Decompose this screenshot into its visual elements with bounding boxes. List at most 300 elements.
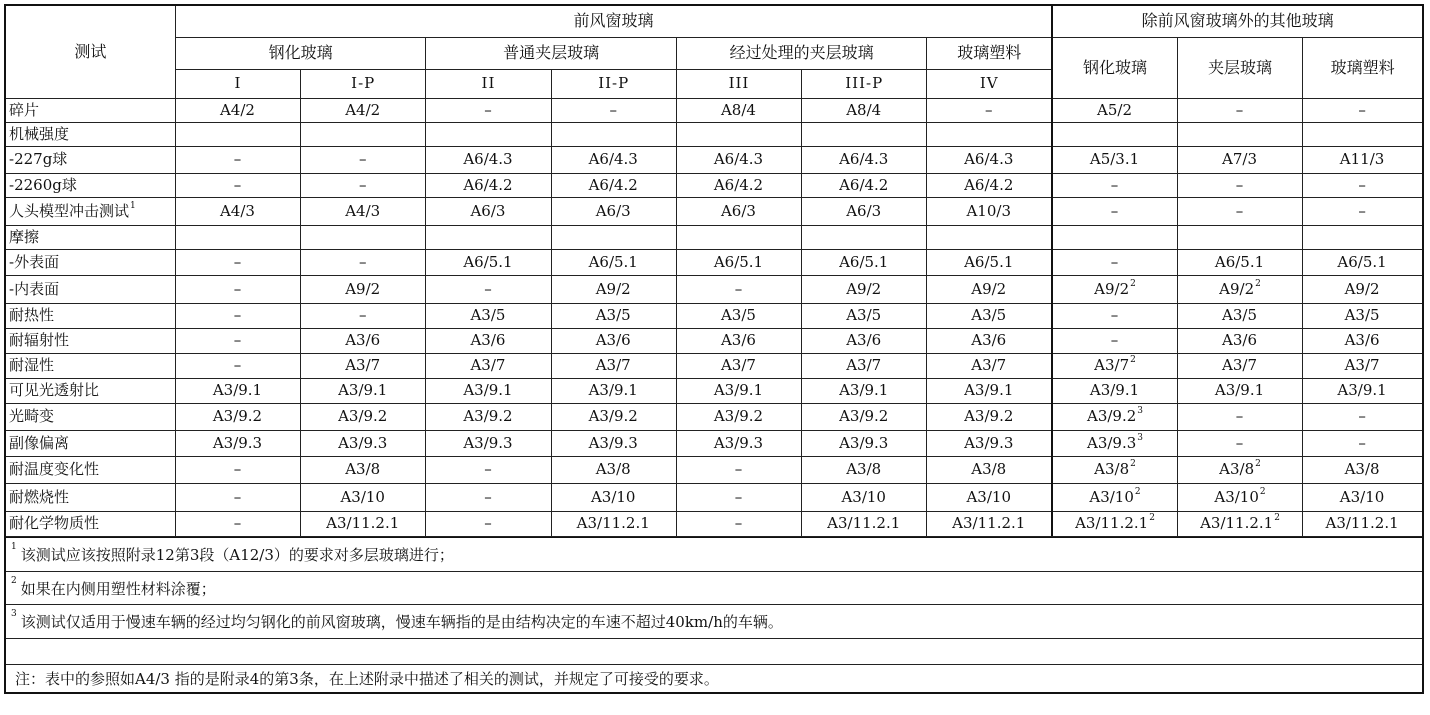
cell-value: A6/4.3	[463, 150, 513, 168]
cell-value: –	[1358, 201, 1366, 220]
table-cell	[301, 275, 426, 303]
table-cell	[175, 146, 300, 173]
table-row	[5, 225, 1423, 249]
cell-value: A3/9.1	[1214, 381, 1265, 399]
cell-value: –	[233, 150, 242, 168]
table-cell	[175, 98, 300, 122]
table-cell	[1177, 456, 1302, 483]
cell-value: –	[1235, 100, 1244, 119]
table-cell	[676, 353, 801, 378]
footnote-marker: 2	[1130, 459, 1136, 469]
cell-value: –	[1358, 100, 1366, 119]
cell-value: –	[1110, 252, 1119, 271]
cell-value: –	[1358, 175, 1366, 194]
table-cell	[1052, 173, 1177, 197]
table-cell	[1052, 225, 1177, 249]
table-cell	[676, 403, 801, 430]
cell-value: A3/10	[1214, 487, 1259, 506]
row-label	[5, 430, 175, 456]
cell-value: A3/7	[720, 356, 756, 374]
cell-value: –	[233, 306, 242, 324]
cell-value: A3/9.2	[338, 407, 388, 425]
cell-value: –	[233, 331, 242, 349]
table-cell	[802, 328, 927, 353]
table-row	[5, 378, 1423, 403]
row-label	[5, 275, 175, 303]
cell-value: A6/5.1	[1337, 252, 1387, 271]
type-header-other-toughened: 钢化玻璃	[1052, 37, 1177, 98]
row-label-text: 人头模型冲击测试	[9, 201, 130, 220]
cell-value: A6/5.1	[588, 252, 638, 271]
cell-value: A3/10	[966, 487, 1011, 506]
cell-value: A3/5	[595, 306, 631, 324]
cell-value: A3/9.3	[588, 433, 638, 452]
table-cell	[927, 249, 1052, 275]
table-cell	[1177, 353, 1302, 378]
table-cell	[175, 403, 300, 430]
cell-value: A6/4.2	[588, 175, 638, 194]
cell-value: A3/6	[846, 331, 882, 349]
cell-value: A3/9.3	[713, 433, 764, 452]
cell-value: A3/7	[1344, 356, 1380, 374]
cell-value: A5/2	[1097, 100, 1132, 119]
footnote-marker: 2	[11, 575, 17, 586]
table-cell	[551, 146, 676, 173]
table-cell	[676, 122, 801, 146]
table-cell	[1303, 122, 1423, 146]
cell-value: A3/8	[971, 460, 1007, 478]
row-label	[5, 403, 175, 430]
cell-value: A3/7	[595, 356, 631, 374]
table-cell	[551, 378, 676, 403]
group-header-other: 除前风窗玻璃外的其他玻璃	[1052, 5, 1423, 37]
row-label-text: 可见光透射比	[9, 381, 100, 399]
cell-value: –	[484, 279, 492, 298]
type-header-toughened: 钢化玻璃	[175, 37, 426, 69]
table-cell	[1177, 146, 1302, 173]
class-header: IV	[927, 69, 1052, 98]
cell-value: A3/9.3	[338, 433, 388, 452]
table-cell	[551, 456, 676, 483]
table-cell	[1303, 275, 1423, 303]
table-cell	[927, 225, 1052, 249]
row-label	[5, 249, 175, 275]
cell-value: A3/11.2.1	[1075, 514, 1149, 533]
cell-value: A3/5	[1222, 306, 1257, 324]
cell-value: A6/4.2	[463, 175, 513, 194]
table-cell	[1177, 98, 1302, 122]
cell-value: –	[1235, 175, 1244, 194]
cell-value: A9/2	[971, 279, 1007, 298]
row-label	[5, 122, 175, 146]
table-cell	[1177, 122, 1302, 146]
cell-value: A8/4	[720, 100, 756, 119]
class-header: III	[676, 69, 801, 98]
table-cell	[1052, 483, 1177, 511]
row-label-text: 耐湿性	[9, 356, 55, 374]
table-cell	[175, 249, 300, 275]
test-column-header: 测试	[5, 5, 175, 98]
cell-value: –	[609, 100, 617, 119]
cell-value: A4/2	[345, 100, 381, 119]
cell-value: A3/6	[345, 331, 381, 349]
cell-value: A4/2	[219, 100, 255, 119]
table-cell	[1303, 378, 1423, 403]
cell-value: –	[233, 175, 242, 194]
table-cell	[301, 430, 426, 456]
cell-value: –	[484, 487, 492, 506]
row-label-text: 摩擦	[9, 227, 40, 246]
document	[4, 4, 1424, 694]
cell-value: A3/11.2.1	[952, 514, 1026, 533]
cell-value: A3/9.2	[463, 407, 513, 425]
cell-value: A3/11.2.1	[1325, 514, 1399, 533]
table-cell	[175, 328, 300, 353]
table-cell	[802, 378, 927, 403]
row-label-text: 碎片	[9, 100, 40, 119]
table-cell	[802, 456, 927, 483]
cell-value: A3/11.2.1	[1200, 514, 1274, 533]
cell-value: A3/7	[1094, 356, 1130, 374]
cell-value: A3/9.1	[338, 381, 388, 399]
table-cell	[676, 225, 801, 249]
table-cell	[426, 456, 551, 483]
table-row	[5, 303, 1423, 328]
row-label-text: 耐温度变化性	[9, 460, 100, 478]
footnote-marker: 3	[1137, 406, 1144, 416]
table-row	[5, 511, 1423, 537]
table-cell	[927, 98, 1052, 122]
table-cell	[676, 98, 801, 122]
table-cell	[1177, 275, 1302, 303]
type-header-glass-plastic: 玻璃塑料	[927, 37, 1052, 69]
cell-value: A6/4.3	[588, 150, 638, 168]
footnote-marker: 2	[1274, 513, 1280, 524]
table-cell	[301, 483, 426, 511]
cell-value: A3/10	[1089, 487, 1134, 506]
table-row	[5, 249, 1423, 275]
cell-value: A5/3.1	[1089, 150, 1140, 168]
table-cell	[1303, 430, 1423, 456]
cell-value: –	[984, 100, 993, 119]
table-cell	[802, 403, 927, 430]
table-cell	[1303, 225, 1423, 249]
row-label-text: -227g球	[9, 150, 68, 168]
row-label-text: -2260g球	[9, 175, 77, 194]
table-cell	[551, 483, 676, 511]
cell-value: A3/9.1	[588, 381, 638, 399]
cell-value: –	[734, 487, 743, 506]
table-cell	[426, 275, 551, 303]
row-label	[5, 378, 175, 403]
table-cell	[301, 328, 426, 353]
cell-value: –	[233, 252, 242, 271]
table-row	[5, 328, 1423, 353]
type-header-other-glass-plastic: 玻璃塑料	[1303, 37, 1423, 98]
table-cell	[175, 275, 300, 303]
cell-value: A3/8	[1094, 460, 1130, 478]
table-cell	[551, 122, 676, 146]
cell-value: A3/7	[470, 356, 506, 374]
footnote-marker: 1	[11, 541, 17, 552]
cell-value: A9/2	[846, 279, 882, 298]
table-cell	[551, 197, 676, 225]
cell-value: A6/5.1	[463, 252, 513, 271]
cell-value: A3/6	[1344, 331, 1380, 349]
cell-value: A3/8	[595, 460, 631, 478]
table-cell	[676, 430, 801, 456]
cell-value: –	[1235, 433, 1244, 452]
cell-value: A3/9.1	[463, 381, 513, 399]
table-cell	[175, 430, 300, 456]
header-row-groups	[5, 5, 1423, 37]
table-cell	[927, 328, 1052, 353]
table-body	[5, 98, 1423, 537]
table-cell	[676, 197, 801, 225]
table-cell	[927, 303, 1052, 328]
table-cell	[676, 303, 801, 328]
row-label	[5, 197, 175, 225]
cell-value: A10/3	[966, 201, 1011, 220]
table-cell	[301, 98, 426, 122]
cell-value: –	[1235, 407, 1244, 425]
table-cell	[551, 275, 676, 303]
table-cell	[802, 249, 927, 275]
table-cell	[175, 353, 300, 378]
table-cell	[1052, 146, 1177, 173]
table-cell	[1303, 456, 1423, 483]
footnote-marker: 2	[1130, 278, 1136, 289]
table-row	[5, 430, 1423, 456]
table-cell	[426, 403, 551, 430]
footnote-marker: 1	[130, 200, 136, 211]
cell-value: –	[1110, 175, 1119, 194]
cell-value: A3/11.2.1	[827, 514, 901, 533]
table-row	[5, 403, 1423, 430]
table-cell	[551, 403, 676, 430]
table-cell	[426, 122, 551, 146]
footnote-marker: 3	[11, 609, 17, 619]
cell-value: A3/5	[720, 306, 756, 324]
table-cell	[426, 378, 551, 403]
table-cell	[1052, 511, 1177, 537]
cell-value: A3/9.3	[212, 433, 263, 452]
table-cell	[301, 146, 426, 173]
table-row	[5, 122, 1423, 146]
cell-value: A3/7	[846, 356, 882, 374]
cell-value: A6/5.1	[713, 252, 764, 271]
table-cell	[301, 249, 426, 275]
cell-value: –	[484, 514, 492, 533]
type-header-laminated: 普通夹层玻璃	[426, 37, 677, 69]
table-cell	[1303, 353, 1423, 378]
cell-value: A6/3	[720, 201, 756, 220]
note-body: 该测试仅适用于慢速车辆的经过均匀钢化的前风窗玻璃，慢速车辆指的是由结构决定的车速不超过40km/h的车辆。	[20, 613, 783, 631]
cell-value: –	[233, 356, 242, 374]
cell-value: A3/9.3	[839, 433, 889, 452]
row-label	[5, 511, 175, 537]
table-cell	[927, 378, 1052, 403]
table-cell	[551, 430, 676, 456]
cell-value: A3/8	[1344, 460, 1380, 478]
table-cell	[551, 98, 676, 122]
table-cell	[802, 353, 927, 378]
table-row	[5, 98, 1423, 122]
table-cell	[1052, 197, 1177, 225]
cell-value: A8/4	[846, 100, 882, 119]
cell-value: A4/3	[345, 201, 381, 220]
table-cell	[1303, 146, 1423, 173]
cell-value: A3/9.3	[463, 433, 513, 452]
table-row	[5, 146, 1423, 173]
cell-value: A6/4.3	[964, 150, 1014, 168]
note-row	[5, 572, 1423, 605]
table-cell	[301, 122, 426, 146]
table-cell	[1052, 98, 1177, 122]
table-cell	[927, 430, 1052, 456]
table-cell	[802, 98, 927, 122]
table-cell	[426, 483, 551, 511]
class-header: I-P	[301, 69, 426, 98]
cell-value: A3/7	[971, 356, 1007, 374]
table-cell	[1303, 98, 1423, 122]
table-cell	[1177, 173, 1302, 197]
cell-value: –	[1110, 331, 1119, 349]
note-text	[5, 537, 1423, 572]
cell-value: –	[233, 514, 242, 533]
cell-value: A9/2	[595, 279, 631, 298]
cell-value: A6/3	[846, 201, 882, 220]
type-header-other-laminated: 夹层玻璃	[1177, 37, 1302, 98]
table-cell	[676, 249, 801, 275]
table-cell	[426, 511, 551, 537]
cell-value: –	[734, 279, 743, 298]
table-cell	[301, 303, 426, 328]
table-cell	[927, 483, 1052, 511]
table-cell	[927, 511, 1052, 537]
row-label	[5, 225, 175, 249]
row-label-text: -外表面	[9, 252, 60, 271]
row-label-text: 耐化学物质性	[9, 514, 100, 533]
cell-value: A3/8	[846, 460, 882, 478]
table-cell	[301, 456, 426, 483]
table-cell	[551, 328, 676, 353]
table-cell	[676, 146, 801, 173]
cell-value: A3/6	[1222, 331, 1257, 349]
footnote-marker: 2	[1149, 513, 1155, 524]
cell-value: –	[1358, 433, 1366, 452]
cell-value: A3/6	[470, 331, 506, 349]
table-cell	[1177, 303, 1302, 328]
cell-value: –	[233, 279, 242, 298]
table-cell	[175, 511, 300, 537]
table-cell	[1052, 275, 1177, 303]
table-cell	[1052, 378, 1177, 403]
row-label-text: 耐辐射性	[9, 331, 70, 349]
cell-value: A3/9.2	[212, 407, 263, 425]
cell-value: A3/5	[1344, 306, 1380, 324]
note-row	[5, 639, 1423, 665]
row-label-text: 光畸变	[9, 407, 55, 425]
table-cell	[676, 378, 801, 403]
cell-value: A3/9.2	[713, 407, 764, 425]
note-text	[5, 572, 1423, 605]
row-label	[5, 328, 175, 353]
footnote-marker: 2	[1130, 355, 1136, 365]
row-label	[5, 98, 175, 122]
table-cell	[927, 403, 1052, 430]
cell-value: A9/2	[1219, 279, 1255, 298]
note-row	[5, 537, 1423, 572]
row-label	[5, 303, 175, 328]
table-cell	[802, 511, 927, 537]
cell-value: A3/5	[846, 306, 882, 324]
group-header-windscreen: 前风窗玻璃	[175, 5, 1052, 37]
cell-value: A9/2	[1094, 279, 1130, 298]
table-cell	[301, 197, 426, 225]
note-body: 如果在内侧用塑性材料涂覆；	[20, 579, 216, 598]
table-cell	[426, 353, 551, 378]
cell-value: A9/2	[1344, 279, 1380, 298]
table-cell	[927, 197, 1052, 225]
table-cell	[1177, 197, 1302, 225]
table-cell	[927, 122, 1052, 146]
cell-value: A6/3	[470, 201, 506, 220]
row-label	[5, 173, 175, 197]
table-cell	[1052, 353, 1177, 378]
cell-value: A6/5.1	[964, 252, 1014, 271]
cell-value: A3/9.1	[212, 381, 263, 399]
table-cell	[1177, 430, 1302, 456]
footnote-marker: 2	[1255, 459, 1261, 469]
cell-value: A3/9.2	[588, 407, 638, 425]
table-cell	[802, 146, 927, 173]
table-cell	[301, 378, 426, 403]
table-cell	[426, 173, 551, 197]
table-cell	[676, 511, 801, 537]
row-label-text: 耐热性	[9, 306, 55, 324]
cell-value: A9/2	[345, 279, 381, 298]
cell-value: A3/10	[340, 487, 385, 506]
cell-value: A7/3	[1222, 150, 1257, 168]
cell-value: A3/6	[595, 331, 631, 349]
table-cell	[1303, 249, 1423, 275]
cell-value: A6/4.3	[713, 150, 764, 168]
table-cell	[802, 122, 927, 146]
class-header: II-P	[551, 69, 676, 98]
cell-value: A3/9.1	[1089, 381, 1140, 399]
table-cell	[1177, 511, 1302, 537]
table-cell	[802, 483, 927, 511]
table-cell	[802, 197, 927, 225]
table-cell	[175, 122, 300, 146]
table-cell	[426, 146, 551, 173]
table-cell	[551, 303, 676, 328]
table-cell	[175, 303, 300, 328]
note-body: 注：表中的参照如A4/3 指的是附录4的第3条，在上述附录中描述了相关的测试，并规定了可接受的要求。	[15, 669, 719, 688]
table-cell	[426, 249, 551, 275]
table-cell	[301, 511, 426, 537]
table-cell	[551, 225, 676, 249]
table-cell	[175, 197, 300, 225]
cell-value: A3/5	[470, 306, 506, 324]
table-row	[5, 275, 1423, 303]
cell-value: A3/11.2.1	[576, 514, 650, 533]
cell-value: A3/9.1	[839, 381, 889, 399]
cell-value: A3/6	[720, 331, 756, 349]
cell-value: A6/4.2	[713, 175, 764, 194]
table-cell	[301, 225, 426, 249]
